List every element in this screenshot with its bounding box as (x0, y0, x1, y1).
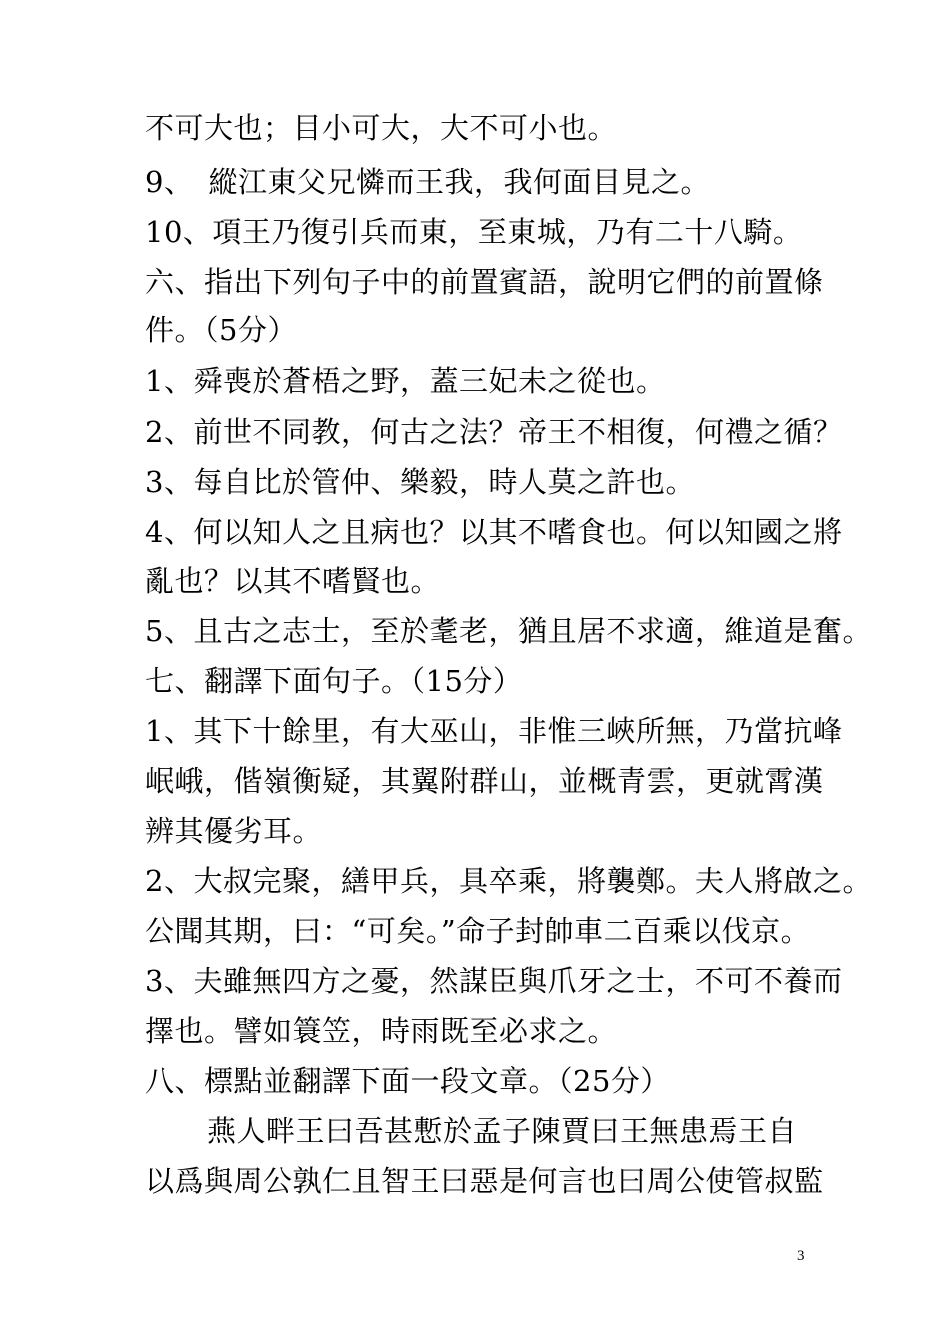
text-line: 燕人畔王曰吾甚慙於孟子陳賈曰王無患焉王自 (207, 1114, 798, 1148)
text-line: 1、其下十餘里，有大巫山，非惟三峽所無，乃當抗峰 (145, 714, 843, 748)
text-line: 2、大叔完聚，繕甲兵，具卒乘，將襲鄭。夫人將啟之。 (145, 864, 872, 898)
text-line: 10、項王乃復引兵而東，至東城，乃有二十八騎。 (145, 215, 803, 249)
text-line: 4、何以知人之且病也？以其不嗜食也。何以知國之將 (145, 515, 843, 549)
text-line: 辨其優劣耳。 (145, 814, 323, 848)
text-line: 擇也。譬如簑笠，時雨既至必求之。 (145, 1014, 618, 1048)
text-line: 5、且古之志士，至於耄老，猶且居不求適，維道是奮。 (145, 614, 872, 648)
text-line: 不可大也；目小可大，大不可小也。 (145, 111, 618, 145)
section-heading: 八、標點並翻譯下面一段文章。（25分） (145, 1064, 670, 1098)
text-line: 以爲與周公孰仁且智王曰惡是何言也曰周公使管叔監 (145, 1164, 824, 1198)
text-line: 3、每自比於管仲、樂毅，時人莫之許也。 (145, 465, 695, 499)
section-heading: 七、翻譯下面句子。（15分） (145, 664, 523, 698)
text-line: 9、 縱江東父兄憐而王我，我何面目見之。 (145, 165, 710, 199)
text-line: 2、前世不同教，何古之法？帝王不相復，何禮之循？ (145, 415, 843, 449)
text-line: 1、舜喪於蒼梧之野，蓋三妃未之從也。 (145, 364, 666, 398)
text-line: 3、夫雖無四方之憂，然謀臣與爪牙之士，不可不養而 (145, 964, 843, 998)
section-heading: 件。（5分） (145, 313, 297, 347)
text-line: 岷峨，偕嶺衡疑，其翼附群山，並概青雲，更就霄漢 (145, 764, 824, 798)
text-line: 公聞其期，曰：“可矣。”命子封帥車二百乘以伐京。 (145, 914, 811, 948)
text-line: 亂也？以其不嗜賢也。 (145, 564, 441, 598)
page-number: 3 (797, 1248, 805, 1264)
section-heading: 六、指出下列句子中的前置賓語，說明它們的前置條 (145, 265, 824, 299)
